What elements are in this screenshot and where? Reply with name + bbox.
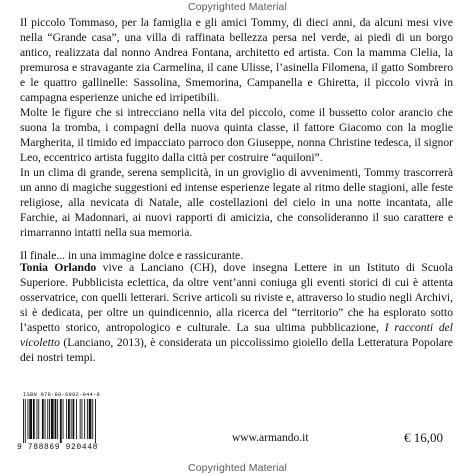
barcode-bar bbox=[68, 399, 70, 439]
barcode-bar bbox=[82, 399, 83, 439]
barcode-bar bbox=[80, 399, 81, 439]
synopsis-paragraph-4: Il finale... in una immagine dolce e rassicurante. bbox=[20, 249, 244, 262]
barcode-bar bbox=[38, 399, 39, 439]
isbn-label: ISBN 978-88-6992-044-8 bbox=[23, 391, 101, 398]
barcode-bar bbox=[73, 399, 75, 439]
barcode-bar bbox=[92, 399, 93, 439]
barcode-bar bbox=[37, 399, 38, 439]
barcode-bar bbox=[55, 399, 57, 439]
author-bio-text-2: (Lanciano, 2013), è considerata un piccolissimo gioiello della Letteratura Popolare dei nostri tempi. bbox=[20, 336, 453, 364]
synopsis-paragraph-1: Il piccolo Tommaso, per la famiglia e gli amici Tommy, di dieci anni, da alcuni mesi vive nella “Grande casa”, una villa di raffinata bellezza persa nel verde, ai piedi di un borgo antico, realizzata dal nonno Andrea Fontana, architetto ed artista. Con la mamma Clelia, la premurosa e stravagante zia Carmelina, il cane Ulisse, l’asinella Filomena, il gatto Sombrero e le quattro gallinelle: Sassolina, Smemorina, Campanella e Ghiretta, il piccolo vivrà in campagna esperienze uniche ed irripetibili. bbox=[20, 16, 453, 104]
barcode-bar bbox=[66, 399, 67, 439]
barcode-bar bbox=[23, 399, 24, 443]
isbn-digits: 9 788869 920448 bbox=[17, 443, 99, 452]
barcode-bar bbox=[47, 399, 48, 439]
book-title: I racconti del vicoletto bbox=[20, 321, 453, 349]
barcode-bar bbox=[33, 399, 35, 439]
synopsis-paragraph-2: Molte le figure che si intrecciano nella vita del piccolo, come il bussetto color arancio che suona la tromba, i compagni della nuova quinta classe, il fattore Giacomo con la moglie Margherita, il timido ed impacciato parroco don Giuseppe, nonna Christine tedesca, il signor Leo, eccentrico artista fuggito dalla città per costruire “aquiloni”. bbox=[20, 106, 453, 164]
author-name: Tonia Orlando bbox=[20, 261, 97, 274]
synopsis-paragraph-3: In un clima di grande, serena semplicità, in un groviglio di avvenimenti, Tommy trascorrerà un anno di magiche suggestioni ed intense esperienze legate al ritmo delle stagioni, alle feste religiose, alla nevicata di Natale, alle costellazioni del cielo in una notte incantata, alle Farchie, ai Madonnari, ai nuovi rapporti di amicizia, che consolideranno il suo carattere e rimarranno intatti nella sua memoria. bbox=[20, 166, 453, 239]
barcode-bar bbox=[63, 399, 64, 439]
barcode-bar bbox=[95, 399, 96, 443]
price: € 16,00 bbox=[404, 430, 443, 445]
barcode-bar bbox=[25, 399, 26, 443]
barcode-bars bbox=[21, 399, 125, 443]
isbn-barcode bbox=[17, 391, 129, 455]
barcode-bar bbox=[57, 399, 58, 439]
barcode-bar bbox=[29, 399, 32, 439]
copyright-watermark-top: Copyrighted Material bbox=[188, 1, 287, 13]
barcode-bar bbox=[49, 399, 50, 439]
synopsis bbox=[20, 15, 453, 269]
barcode-bar bbox=[51, 399, 54, 439]
copyright-watermark-bottom: Copyrighted Material bbox=[188, 462, 287, 474]
barcode-bar bbox=[87, 399, 88, 439]
barcode-bar bbox=[42, 399, 44, 439]
barcode-bar bbox=[28, 399, 29, 439]
barcode-bar bbox=[84, 399, 85, 439]
author-bio bbox=[20, 260, 453, 365]
barcode-bar bbox=[89, 399, 92, 439]
author-bio-text-1: vive a Lanciano (CH), dove insegna Lettere in un Istituto di Scuola Superiore. Pubblicista eclettica, da oltre vent’anni coniuga gli eventi storici di cui è attenta osservatrice, con quelli letterari. Scrive articoli su riviste e, attraverso lo studio negli Archivi, si è dedicata, per oltre un quindicennio, alla ricerca del “territorio” che ha esplorato sotto l’aspetto storico, antropologico e culturale. La sua ultima pubblicazione, bbox=[20, 261, 453, 334]
publisher-website: www.armando.it bbox=[232, 432, 309, 444]
barcode-bar bbox=[76, 399, 77, 439]
barcode-bar bbox=[60, 399, 62, 443]
author-bio-paragraph bbox=[20, 260, 453, 365]
barcode-bar bbox=[71, 399, 72, 439]
barcode-bar bbox=[45, 399, 46, 439]
